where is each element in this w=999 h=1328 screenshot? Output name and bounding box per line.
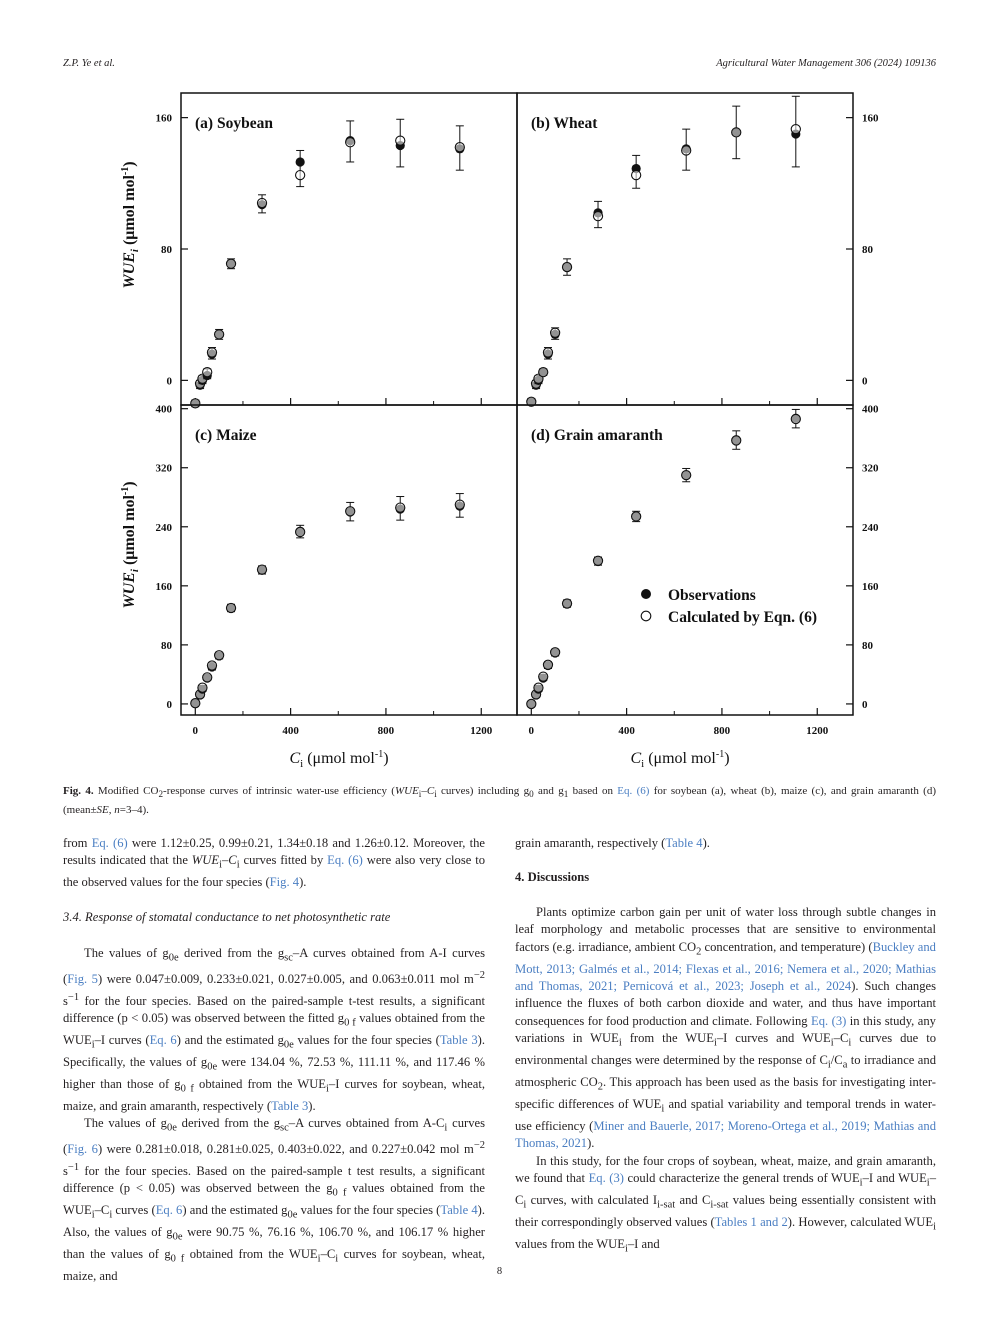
calculated-point xyxy=(215,651,224,660)
eq6-link[interactable]: Eq. 6 xyxy=(149,1033,177,1048)
page-number: 8 xyxy=(496,1266,503,1277)
calculated-point xyxy=(732,128,741,137)
eq3-link[interactable]: Eq. (3) xyxy=(588,1171,624,1186)
calculated-point xyxy=(455,143,464,152)
y-tick-label: 160 xyxy=(862,112,879,125)
calculated-point xyxy=(593,212,602,221)
eq6-link[interactable]: Eq. (6) xyxy=(91,836,128,850)
calculated-point xyxy=(593,556,602,565)
panel-frame xyxy=(517,93,853,405)
x-tick-label: 0 xyxy=(192,725,199,737)
calculated-point xyxy=(257,198,266,207)
calculated-point xyxy=(346,138,355,147)
eq6-link[interactable]: Eq. 6 xyxy=(155,1203,183,1218)
y-tick-label: 320 xyxy=(155,462,172,475)
calculated-point xyxy=(527,699,536,708)
calculated-point xyxy=(226,603,235,612)
running-header-journal: Agricultural Water Management 306 (2024) 109136 xyxy=(716,58,936,69)
observation-point xyxy=(296,157,305,166)
caption-eq-link[interactable]: Eq. (6) xyxy=(617,785,650,797)
calculated-point xyxy=(562,262,571,271)
y-tick-label: 160 xyxy=(862,580,879,593)
x-tick-label: 0 xyxy=(528,725,535,737)
x-axis-label-right: $C_i$ (μmol mol$^{-1}$) xyxy=(630,749,730,770)
panel-frame xyxy=(517,405,853,715)
right-column xyxy=(515,835,936,1258)
calculated-point xyxy=(207,348,216,357)
paragraph-continuation: from Eq. (6) were 1.12±0.25, 0.99±0.21, 1.34±0.18 and 1.26±0.12. Moreover, the results indicated that the $WUE_i-C_i$ curves fitted by Eq. (6) were also very close to the observed values for the four species (Fig. 4). xyxy=(63,836,486,890)
calculated-point xyxy=(543,348,552,357)
calculated-point xyxy=(215,330,224,339)
fig4-link[interactable]: Fig. 4 xyxy=(269,875,300,890)
citation-link[interactable]: Miner and Bauerle, 2017; Moreno-Ortega et al., 2019; Mathias and Thomas, 2021 xyxy=(515,1118,936,1151)
x-tick-label: 1200 xyxy=(806,725,829,737)
y-tick-label: 80 xyxy=(862,639,873,652)
calculated-point xyxy=(732,436,741,445)
legend xyxy=(641,587,817,626)
panel-title: (b) Wheat xyxy=(531,115,598,132)
calculated-point xyxy=(791,125,800,134)
calculated-point xyxy=(682,471,691,480)
y-tick-label: 0 xyxy=(166,698,172,711)
y-tick-label: 0 xyxy=(166,375,172,388)
calculated-point xyxy=(191,699,200,708)
calculated-point xyxy=(791,414,800,423)
calculated-point xyxy=(226,259,235,268)
y-tick-label: 240 xyxy=(155,521,172,534)
y-tick-label: 80 xyxy=(862,244,873,256)
paragraph-g0e-a-i: The values of $g_{0e}$ derived from the $g_{sc}-A$ curves obtained from A-I curves (Fig. 5) were 0.047±0.009, 0.233±0.021, 0.027±0.005, and 0.063±0.011 mol $m^{-2}$ $s^{-1}$ for the four species. Based on the paired-sample t-test results, a significant difference (p < 0.05) was observed between the fitted $g_{0 f}$ values obtained from the $WUE_i-I$ curves (Eq. 6) and the estimated $g_{0e}$ values for the four species (Table 3). Specifically, the values of $g_{0e}$ were 134.04 %, 72.53 %, 111.11 %, and 117.46 % higher than those of $g_{0 f}$ obtained from the $WUE_i-I$ curves for soybean, wheat, maize, and grain amaranth, respectively (Table 3). xyxy=(63,946,486,1113)
paragraph-g0e-a-ci: The values of $g_{0e}$ derived from the $g_{sc}-A$ curves obtained from $A-C_i$ curves (Fig. 6) were 0.281±0.018, 0.281±0.025, 0.403±0.022, and 0.227±0.042 mol $m^{-2}$ $s^{-1}$ for the four species. Based on the paired-sample t test results, a significant difference (p < 0.05) was observed between the $g_{0 f}$ values obtained from the $WUE_i-C_i$ curves (Eq. 6) and the estimated $g_{0e}$ values for the four species (Table 4). Also, the values of $g_{0e}$ were 90.75 %, 76.16 %, 106.70 %, and 106.17 % higher than the values of $g_{0 f}$ obtained from the $WUE_i-C_i$ curves for soybean, wheat, maize, and xyxy=(63,1116,486,1284)
x-tick-label: 400 xyxy=(618,725,635,737)
y-tick-label: 160 xyxy=(155,112,172,125)
fig5-link[interactable]: Fig. 5 xyxy=(67,972,98,987)
calculated-point xyxy=(632,171,641,180)
calculated-point xyxy=(632,512,641,521)
y-tick-label: 240 xyxy=(862,521,879,534)
calculated-point xyxy=(534,683,543,692)
y-axis-label-top: $WUE_i$ (μmol mol$^{-1}$) xyxy=(120,161,141,289)
eq3-link[interactable]: Eq. (3) xyxy=(811,1013,847,1028)
running-header-authors: Z.P. Ye et al. xyxy=(63,58,115,69)
calculated-point xyxy=(539,368,548,377)
calculated-point xyxy=(346,507,355,516)
calculated-point xyxy=(551,328,560,337)
calculated-point xyxy=(562,599,571,608)
x-tick-label: 800 xyxy=(377,725,395,737)
fig6-link[interactable]: Fig. 6 xyxy=(67,1142,98,1157)
calculated-point xyxy=(191,399,200,408)
paragraph-discussion-2: In this study, for the four crops of soybean, wheat, maize, and grain amaranth, we found that Eq. (3) could characterize the general trends of $WUE_i-I$ and $WUE_i-C_i$ curves, with calculated $I_{i-sat}$ and $C_{i-sat}$ values being essentially consistent with their correspondingly observed values (Tables 1 and 2). However, calculated $WUE_i$ values from the $WUE_i-I$ and xyxy=(515,1153,937,1255)
plot-layer xyxy=(156,93,880,737)
legend-filled-marker xyxy=(641,589,651,599)
calculated-point xyxy=(539,672,548,681)
left-column xyxy=(63,835,485,1286)
calculated-point xyxy=(396,503,405,512)
section-heading-4: 4. Discussions xyxy=(515,870,590,885)
table4-link[interactable]: Table 4 xyxy=(665,836,703,850)
calculated-point xyxy=(198,683,207,692)
y-tick-label: 400 xyxy=(862,403,879,416)
y-tick-label: 0 xyxy=(862,375,868,388)
citation-link[interactable]: Buckley and Mott, 2013; Galmés et al., 2014; Flexas et al., 2016; Nemera et al., 2020; Mathias and Thomas, 2021; Pernicová et al., 2023; Joseph et al., 2024 xyxy=(515,939,936,993)
legend-observations-label: Observations xyxy=(668,587,756,604)
y-tick-label: 320 xyxy=(862,462,879,475)
panel-title: (d) Grain amaranth xyxy=(531,427,663,444)
calculated-point xyxy=(296,171,305,180)
paragraph-continuation-right: grain amaranth, respectively (Table 4). xyxy=(515,836,710,850)
section-heading-3-4: 3.4. Response of stomatal conductance to net photosynthetic rate xyxy=(63,909,391,924)
calculated-point xyxy=(551,648,560,657)
y-tick-label: 0 xyxy=(862,698,868,711)
tables-1-2-link[interactable]: Tables 1 and 2 xyxy=(714,1214,788,1229)
calculated-point xyxy=(455,500,464,509)
figure-caption: Fig. 4. Modified $CO_2$-response curves of intrinsic water-use efficiency ($WUE_i-C_i$ curves) including $g_0$ and $g_1$ based on Eq. (6) for soybean (a), wheat (b), maize (c), and grain amaranth (d) (mean±SE, n=3–4). xyxy=(63,785,936,817)
calculated-point xyxy=(203,673,212,682)
table3-link[interactable]: Table 3 xyxy=(271,1098,309,1113)
calculated-point xyxy=(296,527,305,536)
legend-open-marker xyxy=(641,611,651,621)
x-tick-label: 800 xyxy=(713,725,731,737)
legend-calculated-label: Calculated by Eqn. (6) xyxy=(668,609,817,626)
y-tick-label: 160 xyxy=(155,580,172,593)
y-tick-label: 80 xyxy=(161,244,172,256)
x-axis-label-left: $C_i$ (μmol mol$^{-1}$) xyxy=(289,749,389,770)
eq6-link[interactable]: Eq. (6) xyxy=(327,853,363,868)
calculated-point xyxy=(396,136,405,145)
table4-link[interactable]: Table 4 xyxy=(440,1203,478,1218)
paragraph-discussion-1: Plants optimize carbon gain per unit of water loss through subtle changes in leaf morphology and metabolic processes that are sensitive to environmental factors (e.g. irradiance, ambient $CO_2$ concentration, and temperature) (Buckley and Mott, 2013; Galmés et al., 2014; Flexas et al., 2016; Nemera et al., 2020; Mathias and Thomas, 2021; Pernicová et al., 2023; Joseph et al., 2024). Such changes influence the fluxes of both carbon dioxide and water, and thus have important consequences for food production and climate. Following Eq. (3) in this study, any variations in $WUE_i$ from the $WUE_i-I$ curves and $WUE_i-C_i$ curves due to environmental changes were determined by the response of $C_i/C_a$ to irradiance and atmospheric $CO_2$. This approach has been used as the basis for investigating inter-specific differences of $WUE_i$ and spatial variability and temporal trends in water-use efficiency (Miner and Bauerle, 2017; Moreno-Ortega et al., 2019; Mathias and Thomas, 2021). xyxy=(515,904,937,1151)
x-tick-label: 1200 xyxy=(470,725,493,737)
y-tick-label: 80 xyxy=(161,639,172,652)
calculated-point xyxy=(543,660,552,669)
table3-link[interactable]: Table 3 xyxy=(439,1033,478,1048)
y-axis-label-bottom: $WUE_i$ (μmol mol$^{-1}$) xyxy=(120,481,141,609)
y-tick-label: 400 xyxy=(155,403,172,416)
panel-title: (a) Soybean xyxy=(195,115,273,132)
panel-frame xyxy=(181,405,517,715)
calculated-point xyxy=(257,565,266,574)
calculated-point xyxy=(207,661,216,670)
panel-title: (c) Maize xyxy=(195,427,257,444)
calculated-point xyxy=(682,146,691,155)
x-tick-label: 400 xyxy=(282,725,299,737)
calculated-point xyxy=(203,368,212,377)
